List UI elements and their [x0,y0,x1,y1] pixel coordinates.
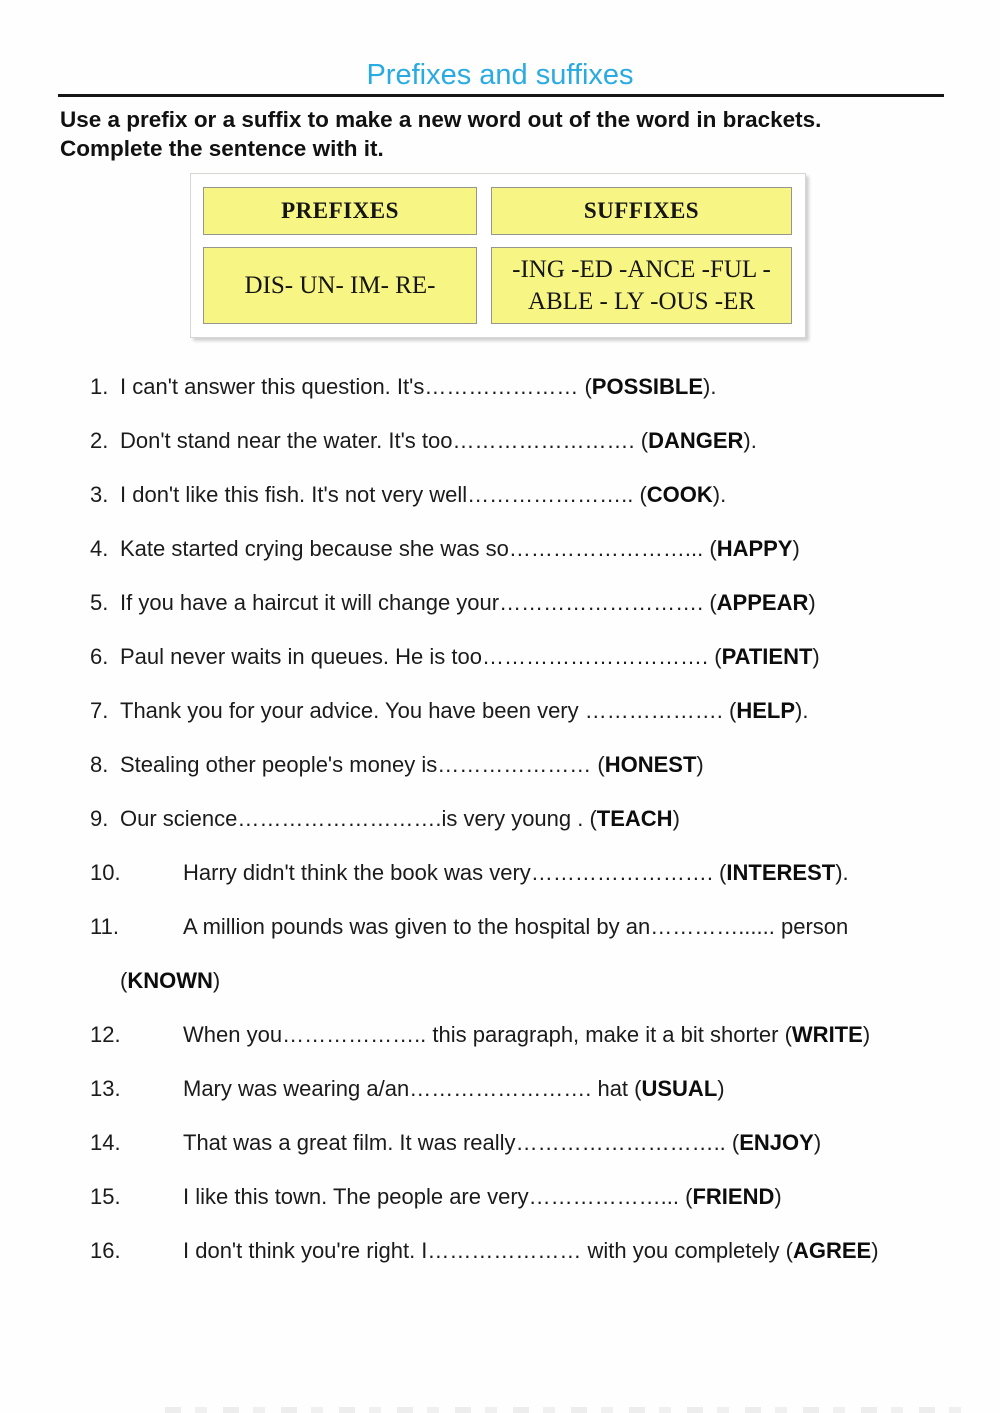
sentence-text: Stealing other people's money is [120,752,438,777]
sentence-text: ) [792,536,800,561]
bracket-word: PATIENT [721,644,813,669]
prefixes-value: DIS- UN- IM- RE- [203,247,477,324]
sentence-text: ) [808,590,816,615]
item-number: 2. [90,428,109,453]
bracket-word: APPEAR [716,590,809,615]
sentence-text: this paragraph, make it a bit shorter ( [426,1022,792,1047]
answer-blank[interactable]: …………...... [650,914,775,939]
answer-blank[interactable]: ………………………. [237,806,442,831]
sentence-text: ). [703,374,717,399]
answer-blank[interactable]: ……………………... [508,536,704,561]
instruction-line-1: Use a prefix or a suffix to make a new word out of the word in brackets. [60,107,822,132]
sentence-text: ( [725,1130,740,1155]
bracket-word: HELP [736,698,796,723]
page-title: Prefixes and suffixes [366,59,634,91]
answer-blank[interactable]: ………………….. [467,482,634,507]
sentence-text: A million pounds was given to the hospital by an [183,914,651,939]
bracket-word: INTEREST [726,860,836,885]
sentence-list [90,374,1000,1263]
sentence-item-3 [90,482,1000,507]
item-number: 5. [90,590,109,615]
sentence-text: ) [212,968,221,993]
bracket-word: AGREE [792,1238,872,1263]
sentence-item-7 [90,698,1000,723]
sentence-text: ( [708,644,722,669]
sentence-text: ) [696,752,704,777]
sentence-text: ). [743,428,757,453]
bracket-word: WRITE [791,1022,863,1047]
item-number: 4. [90,536,109,561]
item-number: 9. [90,806,109,831]
sentence-text: ) [717,1076,725,1101]
answer-blank[interactable]: ………………… [424,374,579,399]
sentence-text: Harry didn't think the book was very [183,860,531,885]
sentence-item-6 [90,644,1000,669]
sentence-item-1 [90,374,1000,399]
answer-blank[interactable]: ……………….. [282,1022,427,1047]
answer-blank[interactable]: ………………... [528,1184,680,1209]
sentence-text: ( [633,482,647,507]
suffixes-value: -ING -ED -ANCE -FUL - ABLE - LY -OUS -ER [491,247,792,324]
sentence-text: ) [774,1184,782,1209]
answer-blank[interactable]: ………………. [584,698,723,723]
item-number: 3. [90,482,109,507]
sentence-text: ( [591,752,605,777]
item-number: 10. [90,860,121,885]
item-number: 15. [90,1184,121,1209]
sentence-text: is very young . ( [441,806,597,831]
sentence-text: ( [722,698,737,723]
affix-table [190,173,806,338]
sentence-text: ( [634,428,649,453]
sentence-text: ) [862,1022,871,1047]
sentence-item-15 [90,1184,1000,1209]
sentence-text: Thank you for your advice. You have been very [120,698,585,723]
sentence-item-9 [90,806,1000,831]
sentence-text: Mary was wearing a/an [183,1076,410,1101]
sentence-text: I don't think you're right. I [183,1238,428,1263]
item-number: 1. [90,374,109,399]
item-number: 7. [90,698,109,723]
instructions [60,105,1000,163]
sentence-item-8 [90,752,1000,777]
instruction-line-2: Complete the sentence with it. [60,136,384,161]
bracket-word: KNOWN [127,968,213,993]
sentence-text: ) [812,644,820,669]
sentence-text: Kate started crying because she was so [120,536,509,561]
sentence-item-11 [90,914,1000,939]
sentence-text: hat ( [591,1076,642,1101]
answer-blank[interactable]: ……………………. [409,1076,592,1101]
sentence-text: Paul never waits in queues. He is too [120,644,482,669]
sentence-item-14 [90,1130,1000,1155]
sentence-text: ). [835,860,849,885]
answer-blank[interactable]: …………………………. [481,644,709,669]
sentence-text: ( [120,968,128,993]
item-number: 8. [90,752,109,777]
bracket-word: HONEST [604,752,697,777]
sentence-text: ( [703,536,717,561]
cut-off-next-line [165,1407,975,1413]
sentence-item-4 [90,536,1000,561]
sentence-text: ( [712,860,727,885]
sentence-item-2 [90,428,1000,453]
sentence-text: with you completely ( [581,1238,793,1263]
sentence-text: ( [703,590,717,615]
answer-blank[interactable]: ……………………. [530,860,713,885]
answer-blank[interactable]: ………………………. [499,590,704,615]
bracket-word: USUAL [641,1076,718,1101]
item-number: 12. [90,1022,121,1047]
sentence-text: ). [712,482,727,507]
sentence-text: That was a great film. It was really [183,1130,516,1155]
sentence-text: I can't answer this question. It's [120,374,425,399]
sentence-text: If you have a haircut it will change your [120,590,500,615]
sentence-text: Our science [120,806,238,831]
answer-blank[interactable]: ………………… [437,752,592,777]
answer-blank[interactable]: ………………… [427,1238,582,1263]
answer-blank[interactable]: ……………………….. [515,1130,726,1155]
sentence-item-16 [90,1238,1000,1263]
sentence-text: I like this town. The people are very [183,1184,529,1209]
sentence-item-13 [90,1076,1000,1101]
item-number: 16. [90,1238,121,1263]
bracket-word: ENJOY [739,1130,814,1155]
sentence-text: ) [672,806,680,831]
sentence-item-11-continuation [120,968,1000,993]
bracket-word: TEACH [596,806,673,831]
sentence-item-10 [90,860,1000,885]
item-number: 14. [90,1130,121,1155]
suffixes-header: SUFFIXES [491,187,792,235]
title-divider [58,94,944,97]
bracket-word: FRIEND [692,1184,775,1209]
bracket-word: DANGER [648,428,744,453]
bracket-word: HAPPY [716,536,793,561]
item-number: 11. [90,914,119,939]
sentence-text: person [774,914,849,939]
sentence-text: I don't like this fish. It's not very well [120,482,468,507]
sentence-text: ( [679,1184,693,1209]
answer-blank[interactable]: ……………………. [452,428,635,453]
prefixes-header: PREFIXES [203,187,477,235]
sentence-item-12 [90,1022,1000,1047]
sentence-text: ) [871,1238,879,1263]
item-number: 6. [90,644,109,669]
sentence-text: When you [183,1022,283,1047]
sentence-text: ( [578,374,592,399]
bracket-word: COOK [646,482,713,507]
sentence-item-5 [90,590,1000,615]
sentence-text: Don't stand near the water. It's too [120,428,453,453]
bracket-word: POSSIBLE [591,374,704,399]
sentence-text: ) [813,1130,822,1155]
sentence-text: ). [795,698,809,723]
item-number: 13. [90,1076,121,1101]
